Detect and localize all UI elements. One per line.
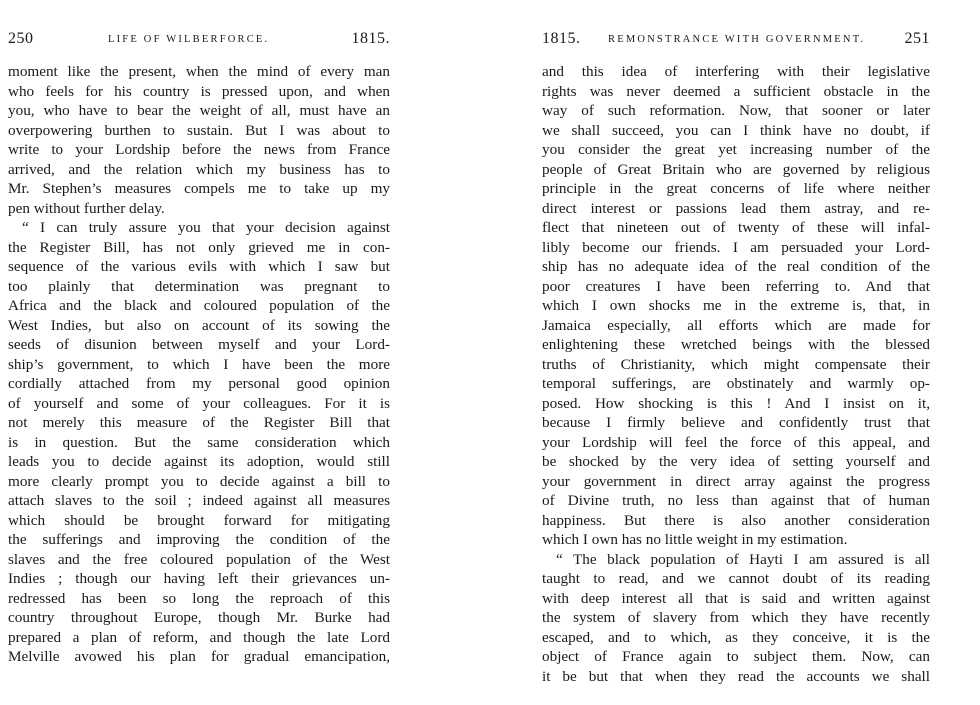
text-line: rights was never deemed a sufficient obstacle in the [542, 82, 930, 100]
text-line: happiness. But there is also another consideration [542, 511, 930, 529]
text-line: Africa and the black and coloured population of the [8, 297, 390, 314]
text-line: way of such reformation. Now, that sooner or later [542, 102, 930, 119]
text-line: of yourself and some of your colleagues. For it is [8, 394, 390, 412]
left-running-year: 1815. [351, 30, 390, 47]
text-line: which I own has no little weight in my estimation. [542, 531, 848, 548]
text-line: sequence of the various evils with which I saw but [8, 258, 390, 275]
text-line: too plainly that determination was pregnant to [8, 277, 390, 295]
text-line: leads you to decide against its adoption, would still [8, 453, 390, 470]
text-line: slaves and the free coloured population of the West [8, 550, 390, 568]
text-line: we shall succeed, you can I think have no doubt, if [542, 121, 930, 139]
text-line: the sufferings and improving the condition of the [8, 531, 390, 548]
text-line: is in question. But the same consideration which [8, 433, 390, 451]
text-line: redressed has been so long the reproach of this [8, 589, 390, 607]
text-line: your Lordship will feel the force of this appeal, and [542, 433, 930, 451]
left-running-title: LIFE OF WILBERFORCE. [108, 34, 270, 45]
text-line: with deep interest all that is said and written against [542, 589, 930, 607]
text-line: libly become our friends. I am persuaded your Lord- [542, 238, 930, 256]
text-line: ship has no adequate idea of the real condition of the [542, 258, 930, 275]
text-line: write to your Lordship before the news from France [8, 141, 390, 158]
right-running-year: 1815. [542, 30, 581, 47]
text-line: escaped, and to which, as they conceive, it is the [542, 628, 930, 646]
text-line: moment like the present, when the mind of every man [8, 63, 390, 80]
right-body-text [542, 62, 930, 686]
text-line: not merely this measure of the Register Bill that [8, 414, 390, 431]
text-line: country throughout Europe, though Mr. Burke had [8, 609, 390, 626]
text-line: be shocked by the very idea of setting yourself and [542, 453, 930, 470]
text-line: West Indies, but also on account of its sowing the [8, 316, 390, 334]
text-line: temporal sufferings, are obstinately and warmly op- [542, 375, 930, 392]
text-line: your government in direct array against the progress [542, 472, 930, 490]
text-line: arrived, and the relation which my business has to [8, 160, 390, 178]
text-line: truths of Christianity, which might compensate their [542, 355, 930, 373]
text-line: you, who have to bear the weight of all, must have an [8, 102, 390, 119]
text-line: Mr. Stephen’s measures compels me to take up my [8, 180, 390, 197]
text-line: pen without further delay. [8, 199, 165, 217]
text-line: principle in the great concerns of life where neither [542, 180, 930, 197]
text-line: more clearly prompt you to decide against a bill to [8, 472, 390, 490]
text-line: Indies ; though our having left their grievances un- [8, 570, 390, 587]
left-running-head [8, 30, 390, 52]
text-line: Jamaica especially, all efforts which are made for [542, 316, 930, 334]
text-line: you consider the great yet increasing number of the [542, 141, 930, 158]
text-line: poor creatures I have been referring to. And that [542, 277, 930, 295]
text-line: cordially attached from my personal good opinion [8, 375, 390, 392]
text-line: prepared a plan of reform, and though the late Lord [8, 628, 390, 646]
text-line: the system of slavery from which they have recently [542, 609, 930, 626]
text-line: who feels for his country is pressed upon, and when [8, 82, 390, 100]
text-line: which should be brought forward for mitigating [8, 511, 390, 529]
text-line: and this idea of interfering with their legislative [542, 63, 930, 80]
text-line: direct interest or passions lead them astray, and re- [542, 199, 930, 217]
right-running-head [542, 30, 930, 52]
right-page [542, 0, 930, 705]
left-page [8, 0, 390, 705]
text-line: ship’s government, to which I have been the more [8, 355, 390, 373]
left-page-number: 250 [8, 30, 34, 47]
text-line: because I firmly believe and confidently trust that [542, 414, 930, 431]
left-body-text [8, 62, 390, 667]
text-line: of Divine truth, no less than against that of human [542, 492, 930, 509]
text-line: which I own shocks me in the extreme is, that, in [542, 297, 930, 314]
text-line: posed. How shocking is this ! And I insist on it, [542, 394, 930, 412]
right-page-number: 251 [904, 30, 930, 47]
text-line: flect that nineteen out of twenty of these will infal- [542, 219, 930, 236]
text-line: people of Great Britain who are governed by religious [542, 160, 930, 178]
text-line: seeds of disunion between myself and your Lord- [8, 336, 390, 353]
text-line: enlightening these wretched beings with the blessed [542, 336, 930, 353]
text-line: overpowering burthen to sustain. But I was about to [8, 121, 390, 139]
text-line: the Register Bill, has not only grieved me in con- [8, 238, 390, 256]
text-line: Melville avowed his plan for gradual emancipation, [8, 648, 390, 665]
text-line: object of France again to subject them. Now, can [542, 648, 930, 665]
text-line: it be but that when they read the accounts we shall [542, 667, 930, 685]
text-line: attach slaves to the soil ; indeed against all measures [8, 492, 390, 509]
right-running-title: REMONSTRANCE WITH GOVERNMENT. [608, 34, 866, 45]
text-line: “ I can truly assure you that your decision against [22, 219, 390, 236]
text-line: “ The black population of Hayti I am assured is all [556, 550, 930, 568]
text-line: taught to read, and we cannot doubt of its reading [542, 570, 930, 587]
